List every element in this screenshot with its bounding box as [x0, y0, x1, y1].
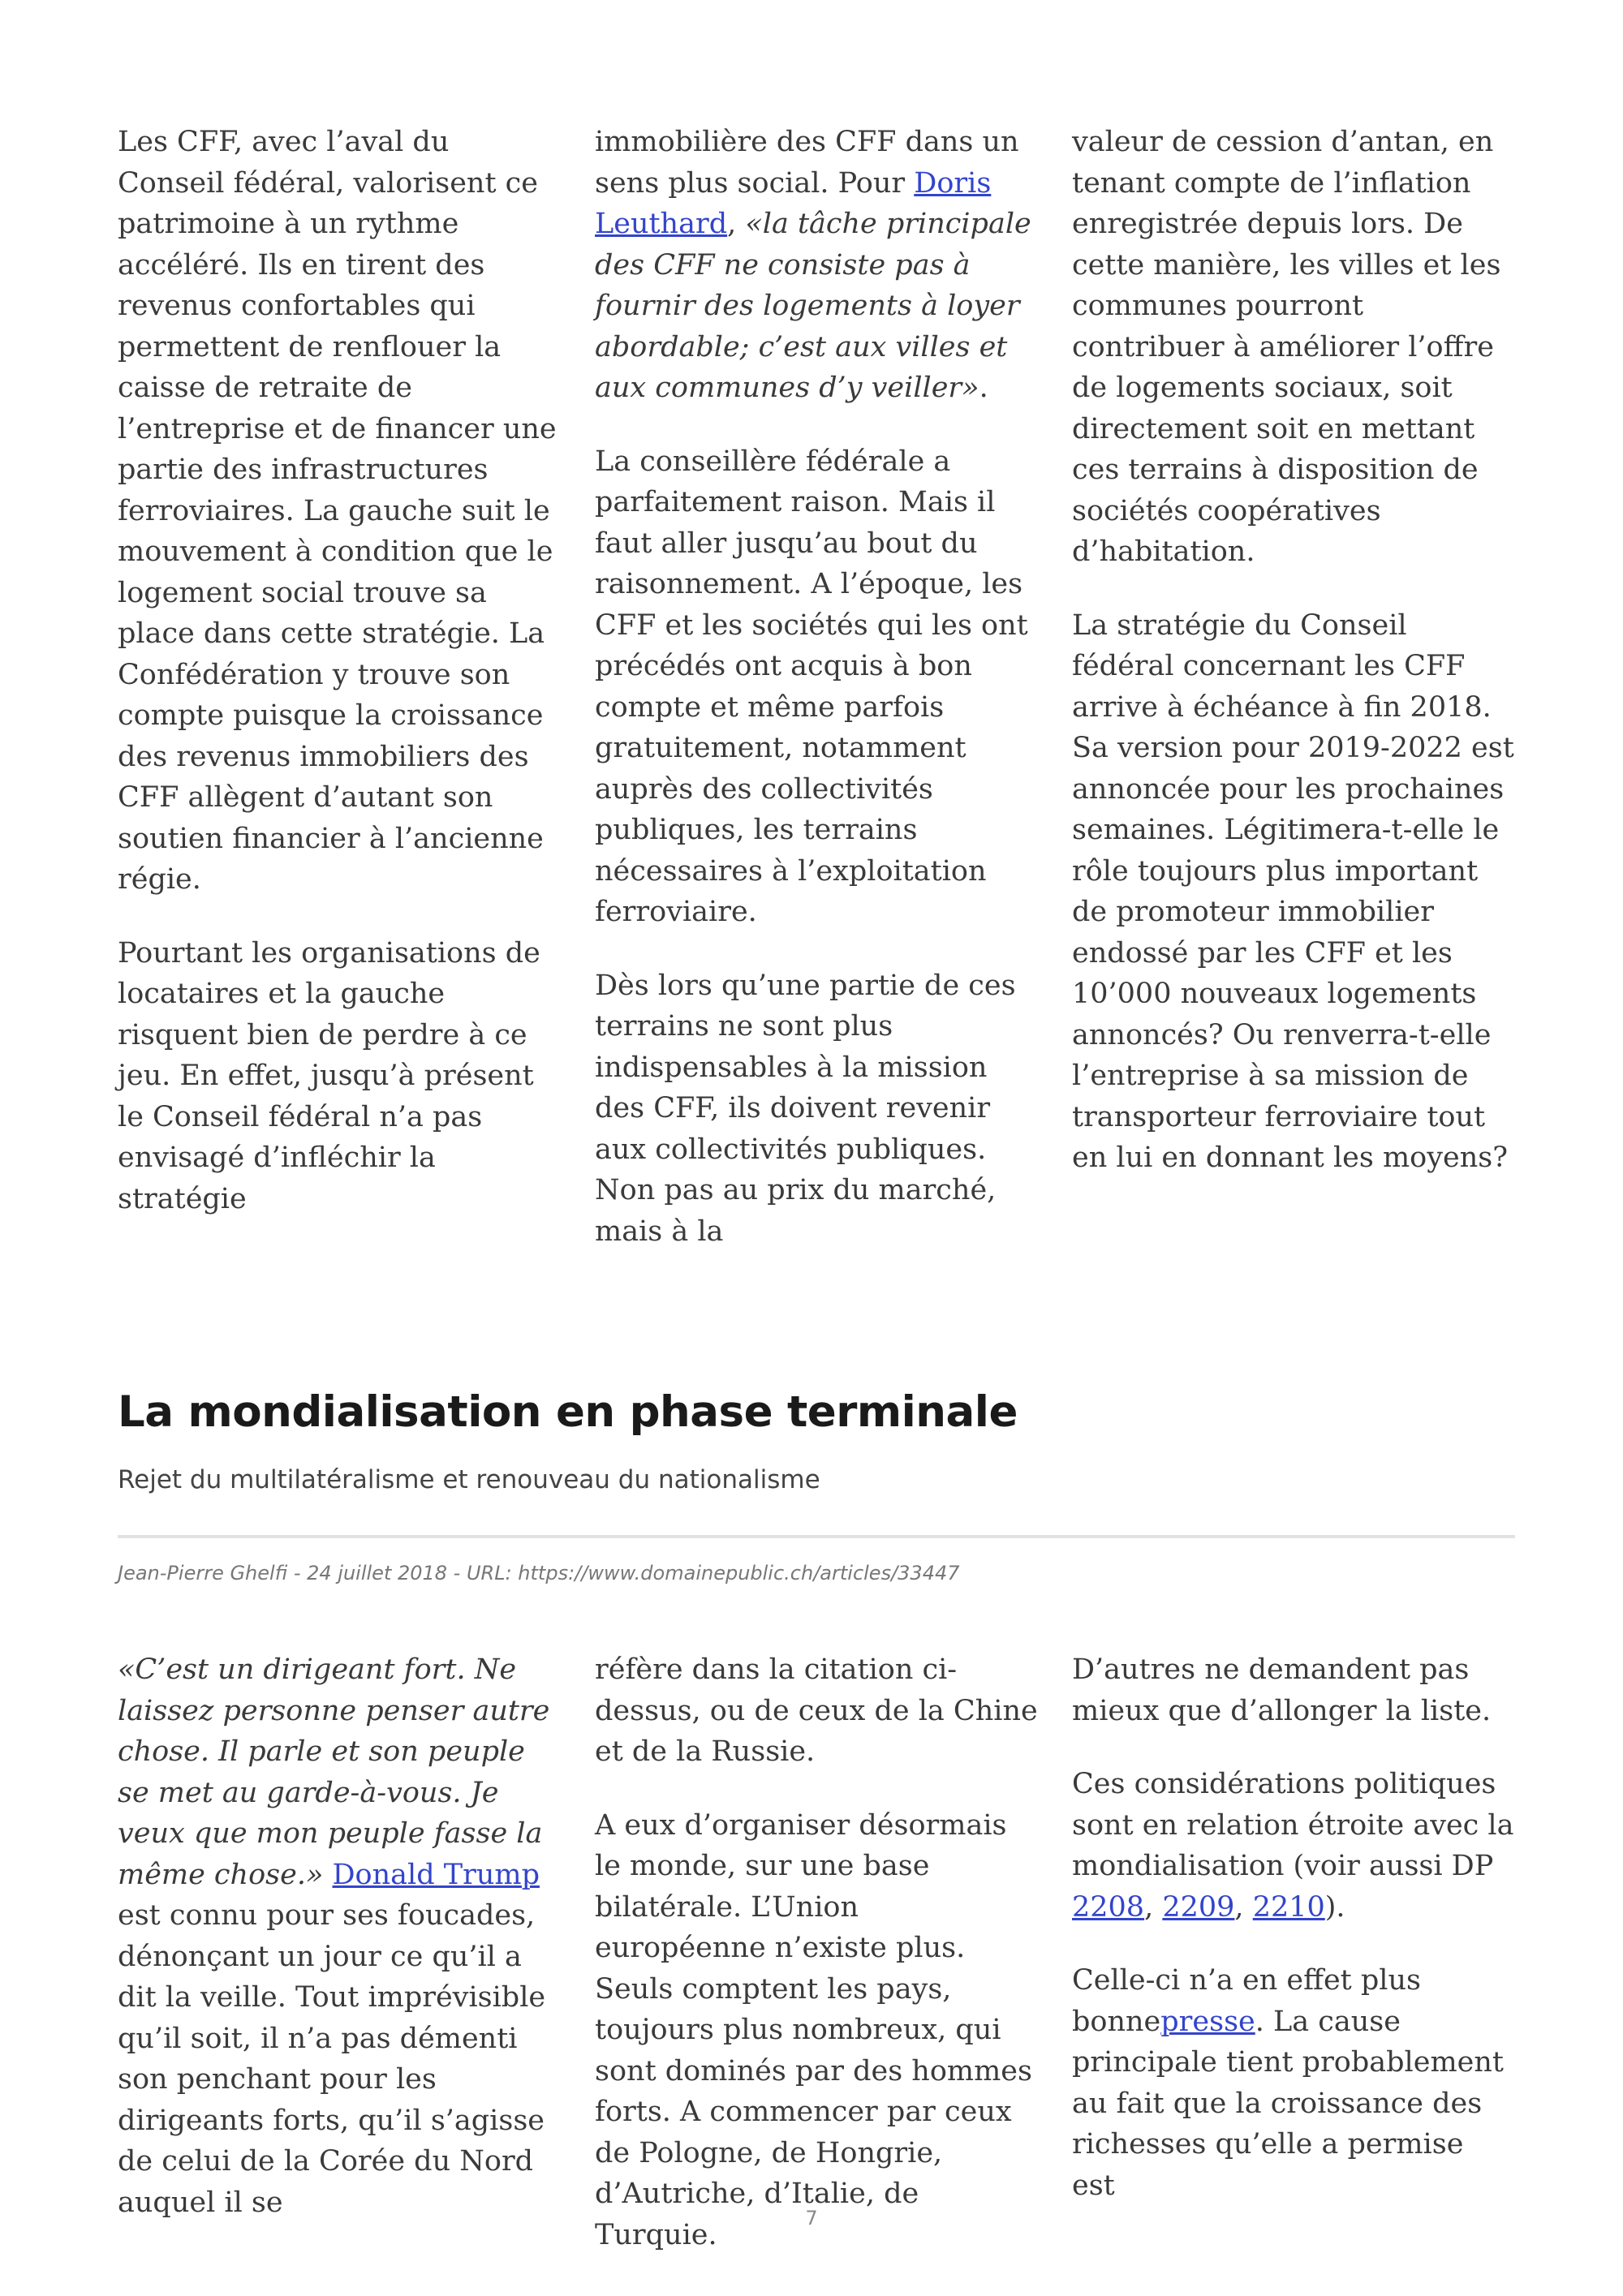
- text: . La cause principale tient probablement au fait que la croissance des richesses qu’elle a permise est: [1072, 2005, 1504, 2202]
- article-title: La mondialisation en phase terminale: [118, 1387, 1018, 1437]
- paragraph: Pourtant les organisations de locataires et la gauche risquent bien de perdre à ce jeu. En effet, jusqu’à présent le Conseil fédéral n’a pas envisagé d’infléchir la stratégie: [118, 936, 540, 1215]
- paragraph: A eux d’organiser désormais le monde, sur une base bilatérale. L’Union européenne n’existe plus. Seuls comptent les pays, toujours plus nombreux, qui sont dominés par des hommes forts. A commencer par ceux de Pologne, de Hongrie, d’Autriche, d’Italie, de Turquie.: [595, 1808, 1032, 2251]
- link-donald-trump[interactable]: Donald Trump: [332, 1858, 540, 1891]
- paragraph: [1072, 1764, 1515, 1928]
- quote: «C’est un dirigeant fort. Ne laissez personne penser autre chose. Il parle et son peuple se met au garde-à-vous. Je veux que mon peuple fasse la même chose.»: [118, 1653, 550, 1891]
- link-dp-2208[interactable]: 2208: [1072, 1890, 1145, 1924]
- article-subtitle: Rejet du multilatéralisme et renouveau du nationalisme: [118, 1465, 820, 1494]
- text: est connu pour ses foucades, dénonçant un jour ce qu’il a dit la veille. Tout imprévisible qu’il soit, il n’a pas démenti son penchant pour les dirigeants forts, qu’il s’agisse de celui de la Corée du Nord auquel il se: [118, 1899, 546, 2219]
- previous-article-columns: [118, 122, 1515, 1284]
- quote: «la tâche principale des CFF ne consiste pas à fournir des logements à loyer abordable; c’est aux villes et aux communes d’y veiller»: [595, 208, 1031, 404]
- link-doris-leuthard[interactable]: Doris Leuthard: [595, 166, 992, 240]
- article-byline: Jean-Pierre Ghelfi - 24 juillet 2018 - URL: https://www.domainepublic.ch/articles/33447: [118, 1562, 960, 1584]
- article-columns: [118, 1649, 1515, 2288]
- paragraph: [118, 1649, 561, 2223]
- link-presse[interactable]: presse: [1160, 2005, 1255, 2038]
- paragraph: réfère dans la citation ci-dessus, ou de ceux de la Chine et de la Russie.: [595, 1653, 1038, 1768]
- divider: [118, 1535, 1515, 1538]
- text: .: [979, 372, 988, 404]
- text: ,: [1144, 1890, 1163, 1924]
- paragraph: La stratégie du Conseil fédéral concernant les CFF arrive à échéance à fin 2018. Sa version pour 2019-2022 est annoncée pour les prochaines semaines. Légitimera-t-elle le rôle toujours plus important de promoteur immobilier endossé par les CFF et les 10’000 nouveaux logements annoncés? Ou renverra-t-elle l’entreprise à sa mission de transporteur ferroviaire tout en lui en donnant les moyens?: [1072, 608, 1514, 1174]
- paragraph: [1072, 1960, 1515, 2206]
- paragraph: [595, 122, 1038, 409]
- column-2: [595, 122, 1038, 1284]
- paragraph: valeur de cession d’antan, en tenant compte de l’inflation enregistrée depuis lors. De cette manière, les villes et les communes pourront contribuer à améliorer l’offre de logements sociaux, soit directement soit en mettant ces terrains à disposition de sociétés coopératives d’habitation.: [1072, 126, 1501, 568]
- paragraph: Les CFF, avec l’aval du Conseil fédéral, valorisent ce patrimoine à un rythme accéléré. Ils en tirent des revenus confortables qui permettent de renflouer la caisse de retraite de l’entreprise et de financer une partie des infrastructures ferroviaires. La gauche suit le mouvement à condition que le logement social trouve sa place dans cette stratégie. La Confédération y trouve son compte puisque la croissance des revenus immobiliers des CFF allègent d’autant son soutien financier à l’ancienne régie.: [118, 126, 557, 896]
- text: ).: [1324, 1890, 1345, 1924]
- column-1: [118, 1649, 561, 2288]
- paragraph: La conseillère fédérale a parfaitement raison. Mais il faut aller jusqu’au bout du raisonnement. A l’époque, les CFF et les sociétés qui les ont précédés ont acquis à bon compte et même parfois gratuitement, notamment auprès des collectivités publiques, les terrains nécessaires à l’exploitation ferroviaire.: [595, 445, 1028, 928]
- link-dp-2210[interactable]: 2210: [1252, 1890, 1325, 1924]
- text: Celle-ci n’a en effet plus bonne: [1072, 1964, 1421, 2038]
- paragraph: Dès lors qu’une partie de ces terrains ne sont plus indispensables à la mission des CFF, ils doivent revenir aux collectivités publiques. Non pas au prix du marché, mais à la: [595, 969, 1016, 1248]
- text: ,: [1234, 1890, 1253, 1924]
- column-2: [595, 1649, 1038, 2288]
- column-1: [118, 122, 561, 1284]
- text: immobilière des CFF dans un sens plus social. Pour: [595, 126, 1019, 200]
- text: ,: [727, 208, 746, 240]
- column-3: [1072, 122, 1515, 1284]
- text: Ces considérations politiques sont en relation étroite avec la mondialisation (voir aussi DP: [1072, 1768, 1514, 1882]
- paragraph: D’autres ne demandent pas mieux que d’allonger la liste.: [1072, 1653, 1492, 1727]
- column-3: [1072, 1649, 1515, 2288]
- page-number: 7: [805, 2207, 818, 2229]
- link-dp-2209[interactable]: 2209: [1162, 1890, 1235, 1924]
